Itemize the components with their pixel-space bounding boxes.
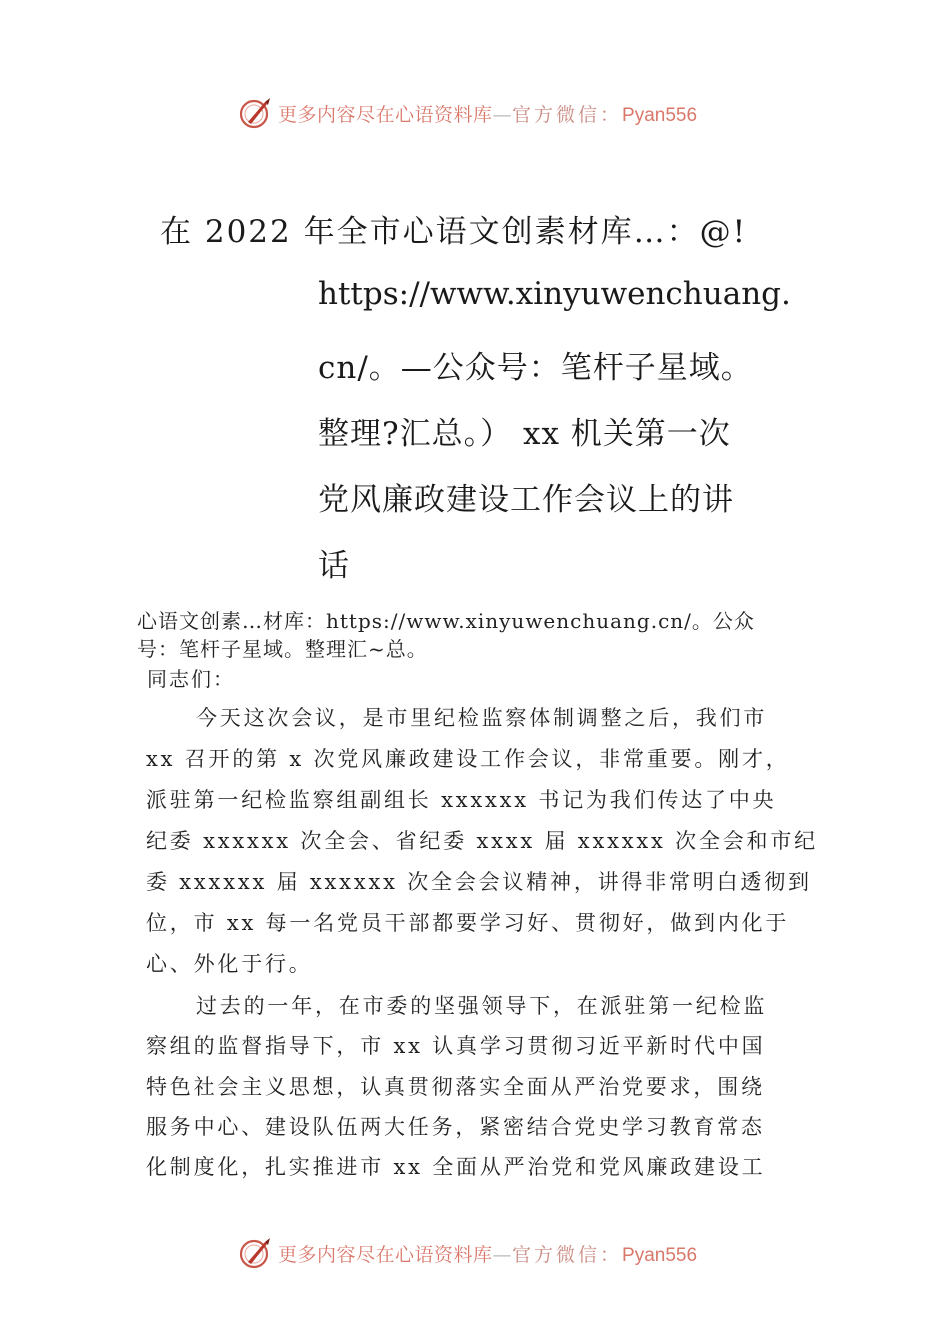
- body-line: 特色社会主义思想，认真贯彻落实全面从严治党要求，围绕: [146, 1075, 765, 1099]
- quill-logo-icon: [238, 1236, 272, 1270]
- title-line-1: 在 2022 年全市心语文创素材库…：@!: [160, 214, 748, 250]
- watermark-main: 更多内容尽在心语资料库: [278, 104, 493, 126]
- body-line: 委 xxxxxx 届 xxxxxx 次全会会议精神，讲得非常明白透彻到: [146, 870, 812, 894]
- title-line-3: cn/。—公众号：笔杆子星域。: [318, 350, 753, 386]
- body-line: 纪委 xxxxxx 次全会、省纪委 xxxx 届 xxxxxx 次全会和市纪: [146, 829, 818, 853]
- source-note-line-1: 心语文创素…材库：https://www.xinyuwenchuang.cn/。公众: [137, 609, 755, 633]
- body-line: 过去的一年，在市委的坚强领导下，在派驻第一纪检监: [196, 994, 768, 1018]
- quill-logo-icon: [238, 96, 272, 130]
- title-line-2: https://www.xinyuwenchuang.: [318, 276, 791, 312]
- watermark-separator: —: [492, 1244, 513, 1266]
- body-line: xx 召开的第 x 次党风廉政建设工作会议，非常重要。刚才，: [146, 747, 790, 771]
- body-line: 察组的监督指导下，市 xx 认真学习贯彻习近平新时代中国: [146, 1034, 766, 1058]
- watermark-separator: —: [492, 104, 513, 126]
- watermark-wechat-label: 官方微信：: [512, 1244, 623, 1266]
- watermark-banner-bottom: [0, 1236, 950, 1276]
- source-note-line-2: 号：笔杆子星域。整理汇~总。: [137, 637, 428, 661]
- body-line: 服务中心、建设队伍两大任务，紧密结合党史学习教育常态: [146, 1115, 765, 1139]
- body-line: 化制度化，扎实推进市 xx 全面从严治党和党风廉政建设工: [146, 1155, 766, 1179]
- title-line-4: 整理?汇总。） xx 机关第一次: [318, 416, 731, 452]
- title-line-5: 党风廉政建设工作会议上的讲: [318, 482, 734, 518]
- body-line: 位，市 xx 每一名党员干部都要学习好、贯彻好，做到内化于: [146, 911, 790, 935]
- watermark-main: 更多内容尽在心语资料库: [278, 1244, 493, 1266]
- body-line: 派驻第一纪检监察组副组长 xxxxxx 书记为我们传达了中央: [146, 788, 777, 812]
- title-line-6: 话: [318, 548, 350, 584]
- watermark-banner-top: [0, 96, 950, 136]
- watermark-wechat-id: Pyan556: [622, 105, 698, 126]
- watermark-wechat-id: Pyan556: [622, 1245, 698, 1266]
- greeting: 同志们：: [147, 667, 235, 691]
- watermark-text: [278, 100, 697, 127]
- watermark-wechat-label: 官方微信：: [512, 104, 623, 126]
- watermark-text: [278, 1240, 697, 1267]
- body-line: 心、外化于行。: [146, 952, 313, 976]
- body-line: 今天这次会议，是市里纪检监察体制调整之后，我们市: [196, 706, 768, 730]
